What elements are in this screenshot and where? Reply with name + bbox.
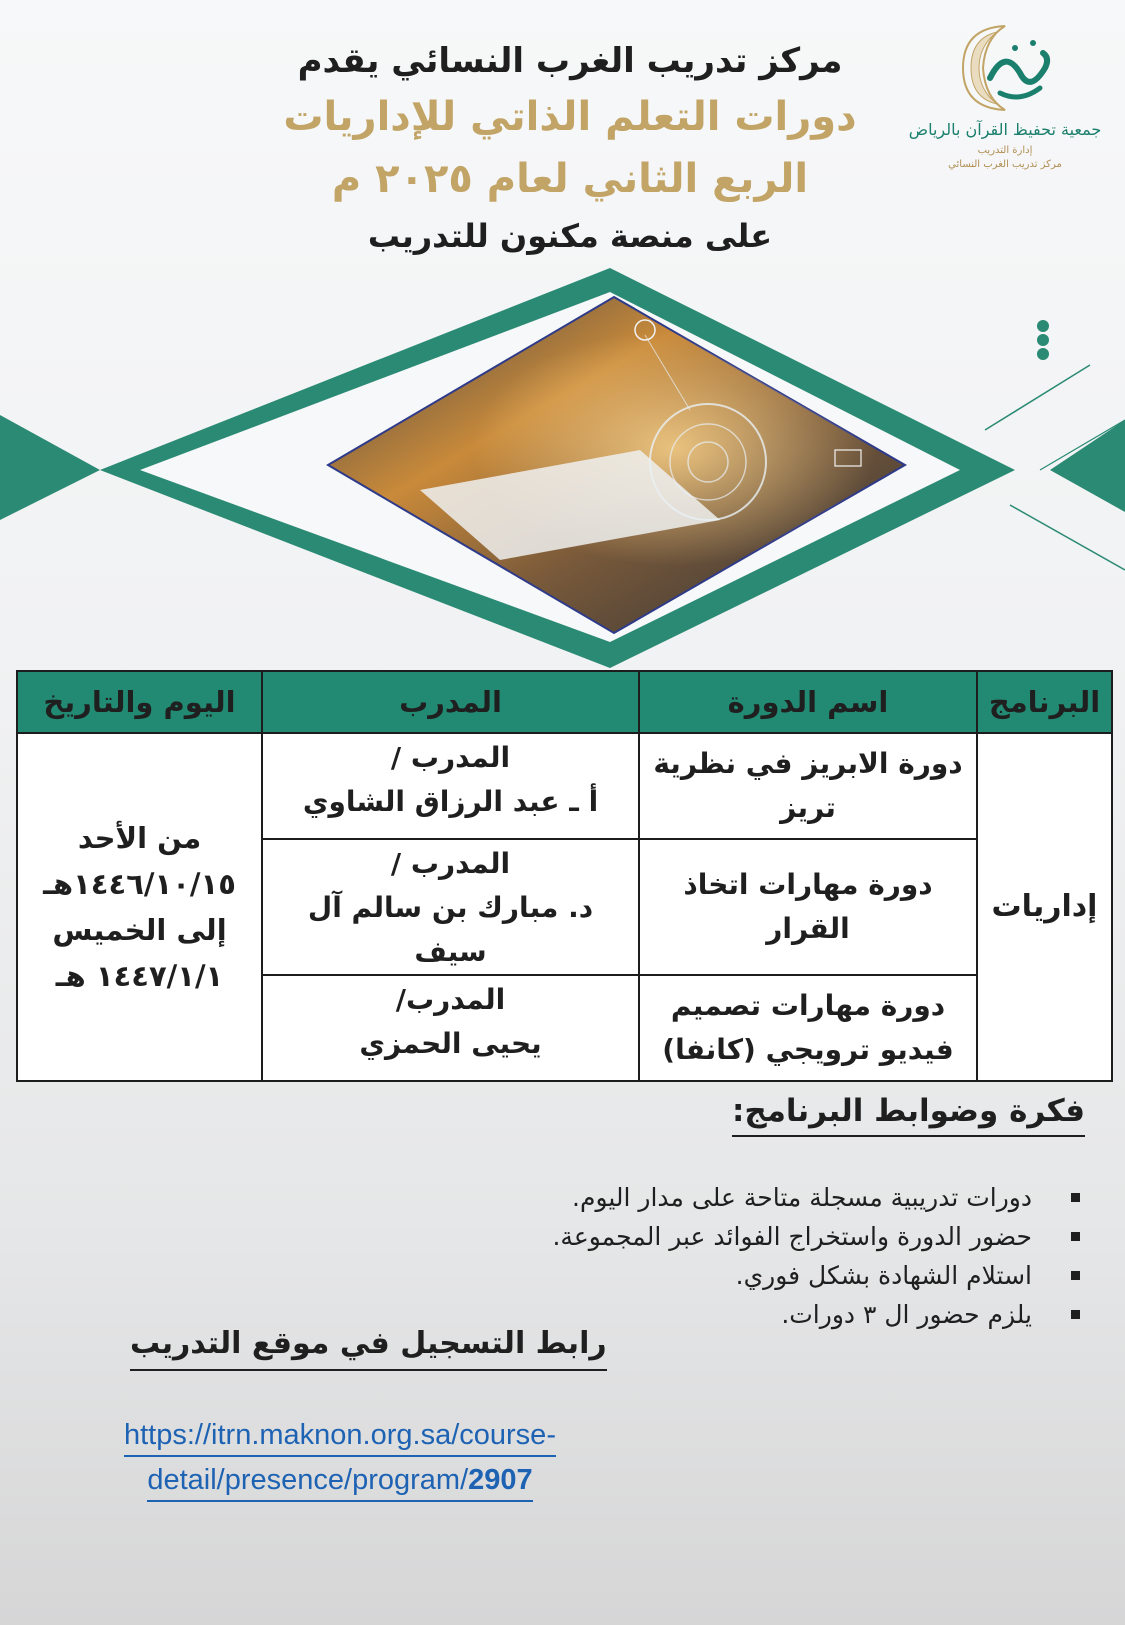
trainer-cell — [262, 975, 639, 1081]
header-presenter: مركز تدريب الغرب النسائي يقدم — [297, 41, 843, 81]
date-line: ١٤٤٧/١/١ هـ — [55, 959, 224, 993]
course-cell — [639, 733, 977, 839]
course-cell — [639, 975, 977, 1081]
header-title: دورات التعلم الذاتي للإداريات — [283, 94, 857, 140]
trainer-label: المدرب / — [390, 741, 511, 774]
registration-link[interactable] — [60, 1413, 620, 1503]
rule-text: استلام الشهادة بشكل فوري. — [735, 1261, 1032, 1290]
course-name-line: دورة مهارات تصميم — [670, 989, 946, 1022]
registration-link-line1[interactable]: https://itrn.maknon.org.sa/course- — [124, 1419, 556, 1457]
rules-list — [380, 1178, 1080, 1334]
trainer-cell — [262, 733, 639, 839]
registration-link-line2[interactable]: detail/presence/program/2907 — [147, 1464, 532, 1502]
trainer-name: د. مبارك بن سالم آل سيف — [307, 891, 594, 968]
square-bullet-icon — [1071, 1310, 1080, 1319]
header-platform: على منصة مكنون للتدريب — [367, 217, 773, 255]
table-header-row — [17, 671, 1112, 733]
course-name-line: تريز — [780, 791, 836, 824]
date-line: ١٤٤٦/١٠/١٥هـ — [43, 867, 236, 901]
course-name-line: دورة الابريز في نظرية — [653, 747, 963, 780]
trainer-label: المدرب/ — [395, 983, 506, 1016]
trainer-label: المدرب / — [390, 847, 511, 880]
maknon-logo — [895, 18, 1115, 170]
courses-table — [16, 670, 1113, 1082]
header-trainer: المدرب — [262, 671, 639, 733]
square-bullet-icon — [1071, 1232, 1080, 1241]
square-bullet-icon — [1071, 1271, 1080, 1280]
date-cell — [17, 733, 262, 1081]
date-line: إلى الخميس — [52, 913, 227, 947]
date-line: من الأحد — [77, 821, 202, 855]
list-item — [380, 1256, 1080, 1295]
course-name-line: دورة مهارات اتخاذ — [683, 868, 933, 901]
header-period: الربع الثاني لعام ٢٠٢٥ م — [331, 156, 809, 202]
page-header — [270, 36, 870, 262]
rules-title: فكرة وضوابط البرنامج: — [732, 1093, 1085, 1137]
logo-org-name: جمعية تحفيظ القرآن بالرياض — [908, 120, 1102, 139]
list-item — [380, 1178, 1080, 1217]
rule-text: يلزم حضور ال ٣ دورات. — [781, 1300, 1032, 1329]
header-day-date: اليوم والتاريخ — [17, 671, 262, 733]
trainer-name: يحيى الحمزي — [359, 1027, 542, 1060]
registration-title: رابط التسجيل في موقع التدريب — [130, 1326, 607, 1371]
header-program: البرنامج — [977, 671, 1112, 733]
trainer-cell — [262, 839, 639, 975]
rule-text: دورات تدريبية مسجلة متاحة على مدار اليوم. — [572, 1183, 1032, 1212]
rule-text: حضور الدورة واستخراج الفوائد عبر المجموعة. — [552, 1222, 1032, 1251]
square-bullet-icon — [1071, 1193, 1080, 1202]
right-green-triangle — [1050, 420, 1125, 512]
left-green-triangle — [0, 415, 100, 520]
program-cell: إداريات — [977, 733, 1112, 1081]
maknon-logo-mark-icon — [945, 18, 1065, 118]
trainer-name: أ ـ عبد الرزاق الشاوي — [302, 785, 599, 818]
logo-sub-center: مركز تدريب الغرب النسائي — [948, 159, 1062, 170]
list-item — [380, 1217, 1080, 1256]
logo-sub-department: إدارة التدريب — [977, 145, 1033, 156]
table-row — [17, 733, 1112, 839]
course-cell — [639, 839, 977, 975]
course-name-line: القرار — [766, 912, 850, 945]
course-name-line: فيديو ترويجي (كانفا) — [662, 1033, 954, 1066]
header-course-name: اسم الدورة — [639, 671, 977, 733]
